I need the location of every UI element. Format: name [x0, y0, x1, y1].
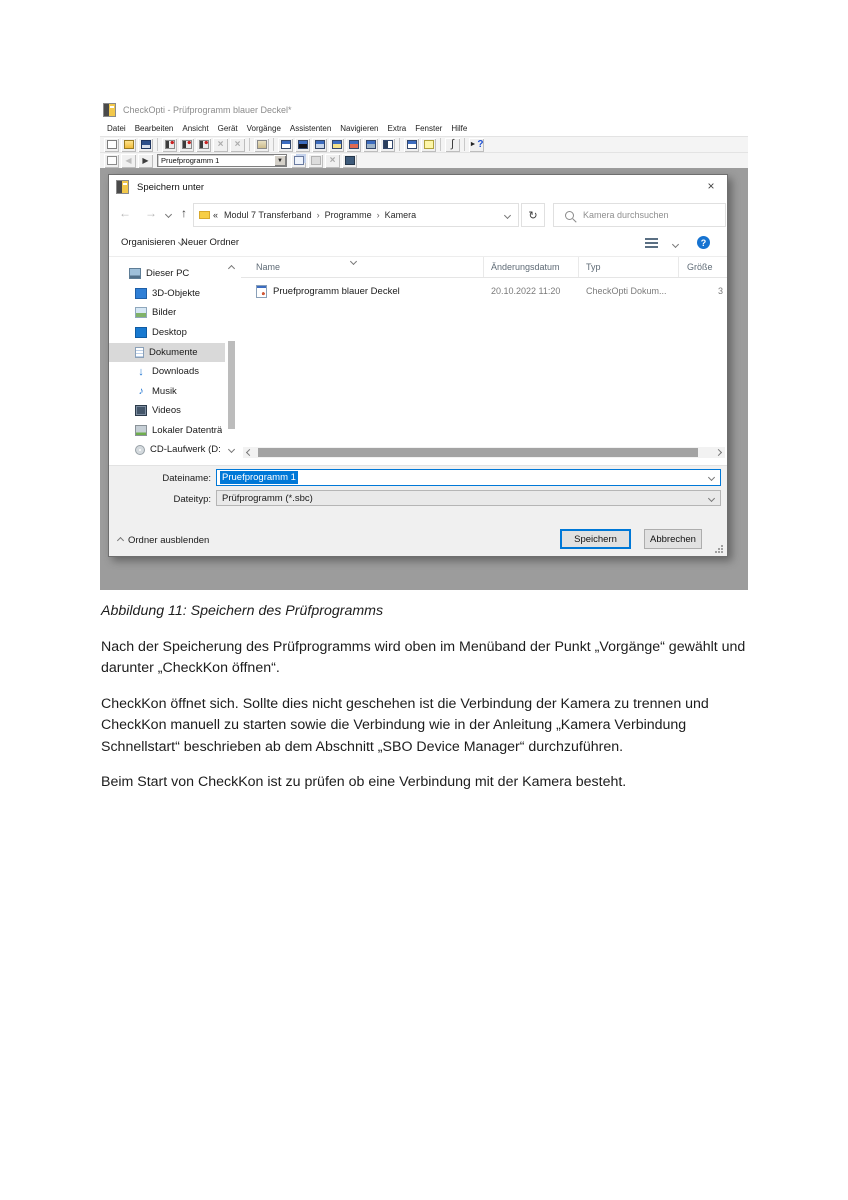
- back-icon[interactable]: ←: [119, 206, 131, 220]
- dialog-titlebar: [109, 175, 727, 199]
- collapse-icon: [117, 537, 124, 544]
- cancel-all-icon[interactable]: ×: [230, 138, 245, 152]
- document-body: [101, 601, 753, 808]
- program-combobox-dropdown-icon[interactable]: ▼: [274, 155, 286, 166]
- breadcrumb-segment[interactable]: Programme: [324, 210, 372, 220]
- search-box[interactable]: [553, 203, 726, 227]
- next-program-icon[interactable]: ▶: [138, 154, 153, 168]
- sidebar-item-videos[interactable]: Videos: [109, 401, 225, 420]
- details-view-icon: [645, 238, 658, 249]
- computer-icon: [129, 268, 141, 279]
- menu-bearbeiten[interactable]: Bearbeiten: [134, 123, 174, 133]
- resize-grip[interactable]: [715, 545, 723, 553]
- save-button[interactable]: Speichern: [560, 529, 631, 549]
- file-modified: 20.10.2022 11:20: [491, 286, 561, 296]
- recent-locations-icon[interactable]: [165, 211, 172, 218]
- hide-folders-label: Ordner ausblenden: [128, 535, 210, 546]
- horizontal-scrollbar[interactable]: [243, 447, 725, 458]
- column-header-groesse[interactable]: Größe: [687, 262, 713, 272]
- documents-icon: [135, 347, 144, 358]
- menu-geraet[interactable]: Gerät: [217, 123, 238, 133]
- toolbar-separator: [157, 138, 158, 151]
- file-size: 3: [717, 286, 723, 296]
- file-name: Pruefprogramm blauer Deckel: [273, 285, 400, 297]
- save-as-dialog: [108, 174, 728, 557]
- dialog-content: [109, 257, 727, 459]
- context-help-icon[interactable]: ► ?: [469, 138, 484, 150]
- menu-datei[interactable]: Datei: [107, 123, 126, 133]
- cancel-button[interactable]: Abbrechen: [644, 529, 702, 549]
- checkopti-document-icon: [256, 285, 267, 298]
- scroll-right-icon[interactable]: [715, 449, 722, 456]
- desktop-icon: [135, 327, 147, 338]
- compare-device-icon[interactable]: [196, 138, 211, 152]
- menu-ansicht[interactable]: Ansicht: [182, 123, 209, 133]
- paragraph: CheckKon öffnet sich. Sollte dies nicht geschehen ist die Verbindung der Kamera zu trennen und CheckKon manuell zu starten sowie die Verbindung wie in der Anleitung „Kamera Verbindung Schnellstart“ beschrieben ab dem Abschnitt „SBO Device Manager“ durchzuführen.: [101, 695, 709, 755]
- program-window-icon[interactable]: [342, 154, 357, 168]
- toolbar-separator: [464, 138, 465, 151]
- file-row[interactable]: [241, 282, 727, 300]
- videos-icon: [135, 405, 147, 416]
- sidebar-scrollbar-thumb[interactable]: [228, 341, 235, 429]
- filename-value: Pruefprogramm 1: [222, 472, 296, 483]
- horizontal-scrollbar-thumb[interactable]: [258, 448, 698, 457]
- app-menubar: [100, 120, 748, 136]
- view-mode-dropdown-icon[interactable]: [672, 241, 679, 248]
- previous-program-icon[interactable]: ◀: [121, 154, 136, 168]
- program-toolbar: [100, 152, 748, 168]
- file-type: CheckOpti Dokum...: [586, 286, 667, 296]
- toolbar-separator: [440, 138, 441, 151]
- refresh-icon: ↻: [528, 209, 538, 222]
- folder-icon: [199, 211, 210, 219]
- search-input[interactable]: [581, 209, 721, 221]
- breadcrumb-segment[interactable]: Kamera: [384, 210, 417, 220]
- sidebar-item-lokaler-datentraeger[interactable]: Lokaler Datenträ: [109, 421, 225, 440]
- paragraph: Nach der Speicherung des Prüfprogramms wird oben im Menüband der Punkt „Vorgänge“ gewählt und darunter „CheckKon öffnen“.: [101, 638, 746, 676]
- new-folder-button[interactable]: [181, 237, 239, 248]
- address-dropdown-icon[interactable]: [504, 211, 511, 218]
- breadcrumb-prefix: «: [213, 210, 219, 220]
- view-program-window-icon[interactable]: [278, 138, 293, 152]
- sidebar-item-downloads[interactable]: ↓ Downloads: [109, 362, 225, 381]
- view-results-window-icon[interactable]: [329, 138, 344, 152]
- save-icon[interactable]: [138, 138, 153, 152]
- toolbar-separator: [273, 138, 274, 151]
- open-icon[interactable]: [121, 138, 136, 152]
- close-icon[interactable]: ×: [707, 179, 715, 193]
- write-to-device-icon[interactable]: [162, 138, 177, 152]
- menu-assistenten[interactable]: Assistenten: [289, 123, 332, 133]
- sidebar-item-dieser-pc[interactable]: Dieser PC: [109, 264, 225, 283]
- sidebar-item-bilder[interactable]: Bilder: [109, 303, 225, 322]
- dialog-command-bar: [109, 231, 727, 257]
- program-combobox-value: Pruefprogramm 1: [161, 156, 220, 165]
- sidebar-item-desktop[interactable]: Desktop: [109, 323, 225, 342]
- 3d-objects-icon: [135, 288, 147, 299]
- scroll-up-icon[interactable]: [228, 265, 235, 272]
- navigation-pane: [109, 257, 225, 459]
- notes-icon[interactable]: [421, 138, 436, 152]
- copy-icon[interactable]: [291, 154, 306, 168]
- view-panel-window-icon[interactable]: [380, 138, 395, 152]
- filetype-value: Prüfprogramm (*.sbc): [222, 492, 313, 504]
- column-header-typ[interactable]: Typ: [579, 257, 679, 277]
- local-disk-icon: [135, 425, 147, 436]
- app-icon: [103, 103, 116, 117]
- sidebar-item-3d-objekte[interactable]: 3D-Objekte: [109, 284, 225, 303]
- menu-vorgaenge[interactable]: Vorgänge: [246, 123, 281, 133]
- address-bar[interactable]: [193, 203, 519, 227]
- menu-extra[interactable]: Extra: [387, 123, 407, 133]
- view-statistics-window-icon[interactable]: [312, 138, 327, 152]
- paste-icon[interactable]: [308, 154, 323, 168]
- checkopti-window: [100, 100, 748, 590]
- trigger-icon[interactable]: ∫: [445, 138, 460, 152]
- help-icon[interactable]: ?: [697, 236, 710, 249]
- filetype-dropdown-icon[interactable]: [708, 494, 715, 501]
- forward-icon[interactable]: →: [145, 206, 157, 220]
- organize-button[interactable]: [121, 237, 184, 248]
- refresh-button[interactable]: [521, 203, 545, 227]
- view-mode-button[interactable]: [645, 238, 658, 249]
- music-icon: ♪: [138, 386, 144, 397]
- search-icon: [565, 211, 574, 220]
- app-title: CheckOpti - Prüfprogramm blauer Deckel*: [123, 105, 292, 115]
- file-list-header: [241, 257, 727, 278]
- scroll-left-icon[interactable]: [246, 449, 253, 456]
- program-combobox[interactable]: [157, 154, 287, 167]
- cancel-transfer-icon[interactable]: ×: [213, 138, 228, 152]
- cd-drive-icon: [135, 445, 145, 455]
- breadcrumb-separator: ›: [316, 210, 320, 220]
- scroll-down-icon[interactable]: [228, 446, 235, 453]
- menu-navigieren[interactable]: Navigieren: [340, 123, 379, 133]
- app-titlebar: [100, 100, 748, 120]
- toolbar-separator: [399, 138, 400, 151]
- view-table-window-icon[interactable]: [363, 138, 378, 152]
- delete-icon[interactable]: ×: [325, 154, 340, 168]
- menu-fenster[interactable]: Fenster: [415, 123, 443, 133]
- sidebar-item-cd-laufwerk[interactable]: CD-Laufwerk (D:: [109, 440, 225, 459]
- filename-dropdown-icon[interactable]: [708, 474, 715, 481]
- file-list: [241, 257, 727, 459]
- column-header-aenderungsdatum[interactable]: Änderungsdatum: [484, 257, 579, 277]
- filename-input[interactable]: [216, 469, 721, 486]
- sidebar-item-musik[interactable]: ♪ Musik: [109, 382, 225, 401]
- dialog-icon: [116, 180, 129, 194]
- up-icon[interactable]: ↑: [181, 206, 187, 220]
- filetype-select[interactable]: [216, 490, 721, 506]
- column-header-name[interactable]: Name: [241, 257, 484, 277]
- sidebar-scrollbar[interactable]: [225, 257, 238, 459]
- dialog-navigation-row: [109, 199, 727, 231]
- properties-icon[interactable]: [254, 138, 269, 152]
- downloads-icon: ↓: [138, 365, 144, 378]
- hide-folders-button[interactable]: [118, 535, 209, 546]
- new-program-icon[interactable]: [104, 138, 119, 152]
- program-page-icon[interactable]: [104, 154, 119, 168]
- main-toolbar: [100, 136, 748, 152]
- menu-hilfe[interactable]: Hilfe: [451, 123, 468, 133]
- filename-label: Dateiname:: [162, 473, 211, 484]
- pictures-icon: [135, 307, 147, 318]
- dialog-title: Speichern unter: [137, 181, 205, 193]
- organize-label: Organisieren: [121, 237, 176, 248]
- new-window-icon[interactable]: [404, 138, 419, 152]
- view-image-window-icon[interactable]: [295, 138, 310, 152]
- toolbar-separator: [249, 138, 250, 151]
- view-failure-window-icon[interactable]: [346, 138, 361, 152]
- sidebar-item-dokumente[interactable]: Dokumente: [109, 343, 225, 362]
- breadcrumb-segment[interactable]: Modul 7 Transferband: [224, 210, 312, 220]
- new-folder-label: Neuer Ordner: [181, 237, 240, 248]
- breadcrumb-separator: ›: [376, 210, 380, 220]
- read-from-device-icon[interactable]: [179, 138, 194, 152]
- filetype-label: Dateityp:: [173, 494, 211, 505]
- paragraph: Beim Start von CheckKon ist zu prüfen ob eine Verbindung mit der Kamera besteht.: [101, 774, 627, 790]
- figure-caption: Abbildung 11: Speichern des Prüfprogramms: [101, 603, 384, 619]
